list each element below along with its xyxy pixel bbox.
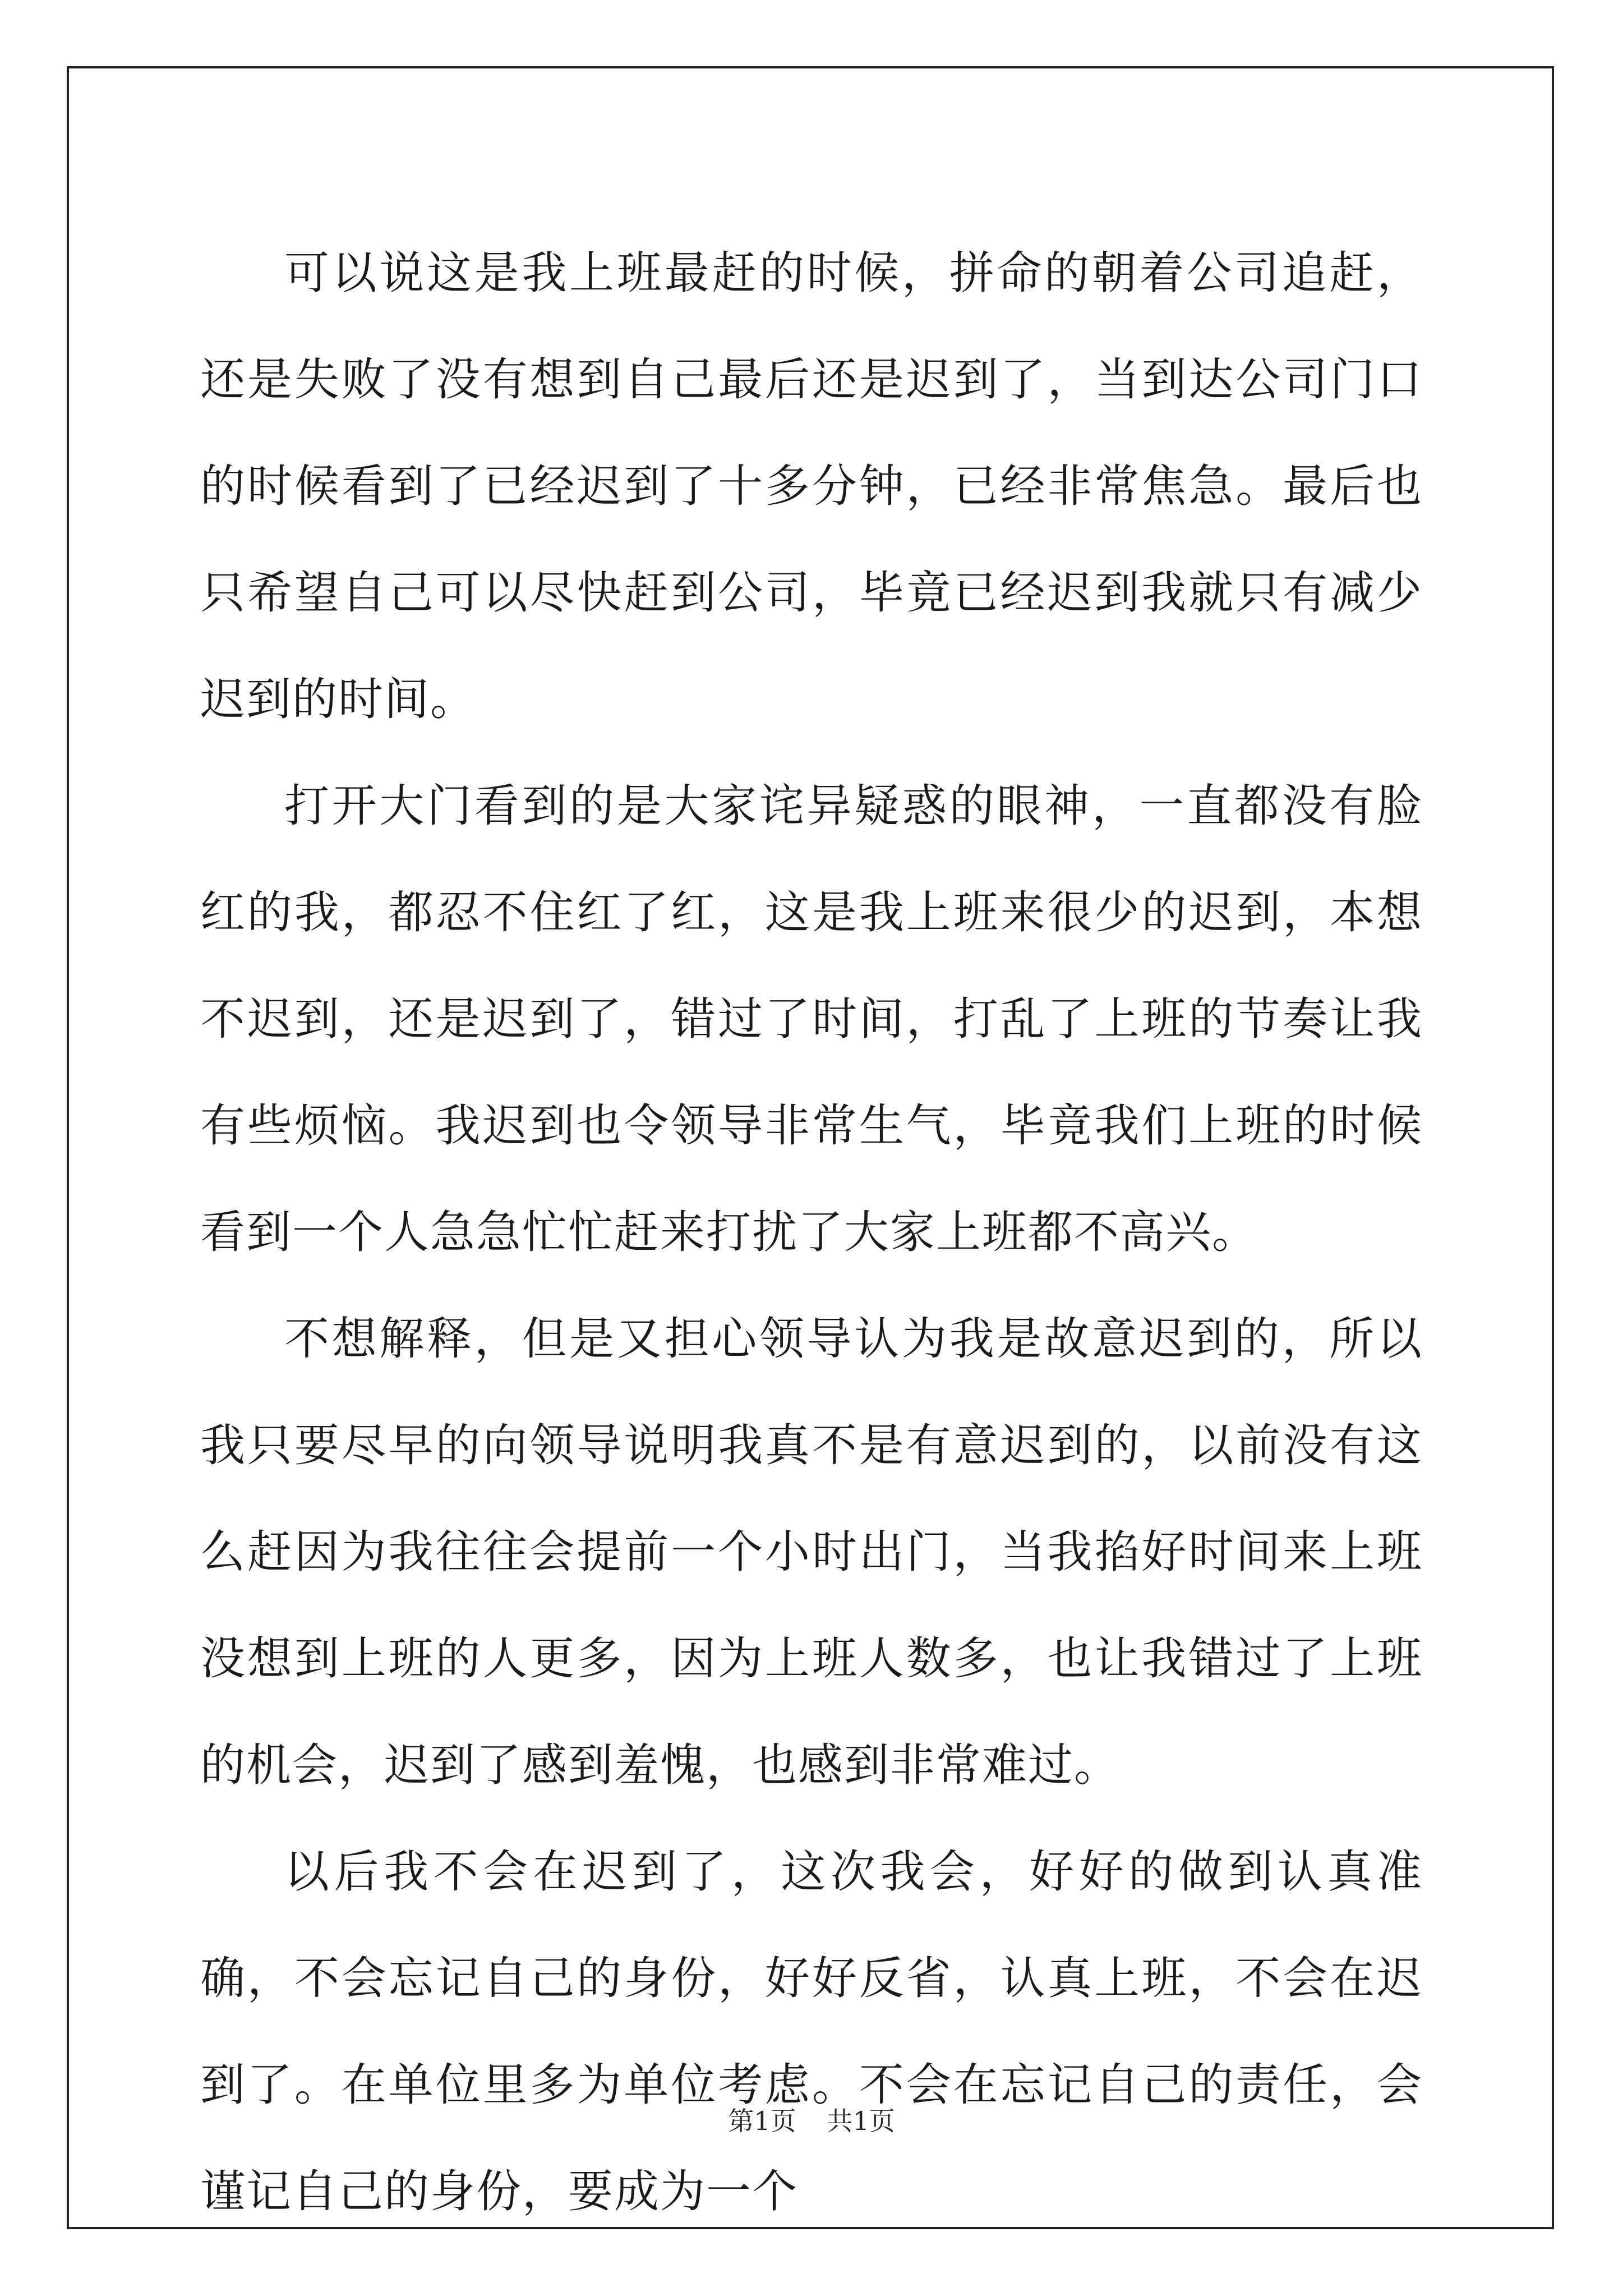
paragraph-1: 可以说这是我上班最赶的时候，拼命的朝着公司追赶，还是失败了没有想到自己最后还是迟到了，当到达公司门口的时候看到了已经迟到了十多分钟，已经非常焦急。最后也只希望自己可以尽快赶到公司，毕竟已经迟到我就只有减少迟到的时间。 (200, 247, 1423, 725)
document-body (200, 220, 1423, 2245)
paragraph-3: 不想解释，但是又担心领导认为我是故意迟到的，所以我只要尽早的向领导说明我真不是有意迟到的，以前没有这么赶因为我往往会提前一个小时出门，当我掐好时间来上班没想到上班的人更多，因为上班人数多，也让我错过了上班的机会，迟到了感到羞愧，也感到非常难过。 (200, 1313, 1423, 1791)
paragraph-2: 打开大门看到的是大家诧异疑惑的眼神，一直都没有脸红的我，都忍不住红了红，这是我上班来很少的迟到，本想不迟到，还是迟到了，错过了时间，打乱了上班的节奏让我有些烦恼。我迟到也令领导非常生气，毕竟我们上班的时候看到一个人急急忙忙赶来打扰了大家上班都不高兴。 (200, 780, 1423, 1258)
page-footer (0, 2101, 1623, 2138)
page-total: 共1页 (827, 2106, 895, 2136)
paragraph-4: 以后我不会在迟到了，这次我会，好好的做到认真准确，不会忘记自己的身份，好好反省，认真上班，不会在迟到了。在单位里多为单位考虑。不会在忘记自己的责任，会谨记自己的身份，要成为一个 (200, 1846, 1423, 2217)
page-number: 第1页 (728, 2106, 796, 2136)
